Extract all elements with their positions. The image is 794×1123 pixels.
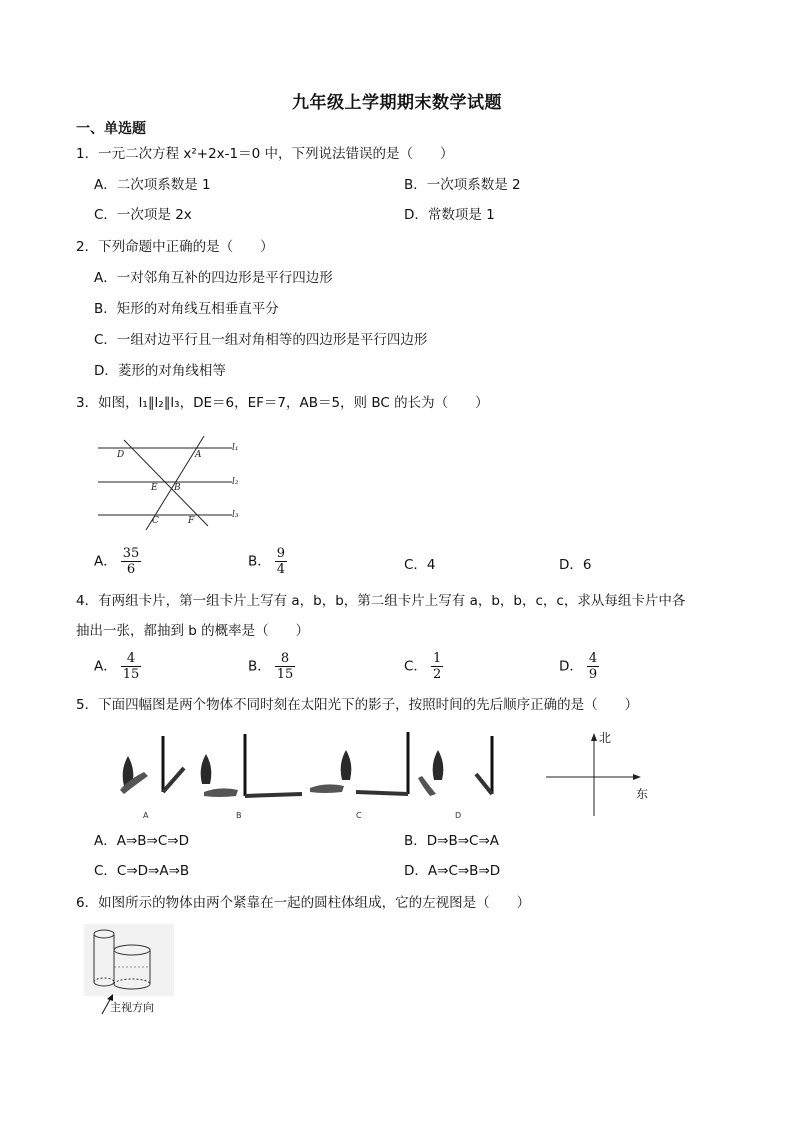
q3-stem: 3．如图，l₁∥l₂∥l₃，DE＝6，EF＝7，AB＝5，则 BC 的长为（ ） xyxy=(76,395,489,411)
fraction-denominator: 9 xyxy=(588,667,598,682)
east-arrow-icon xyxy=(633,774,641,780)
tree-shadow xyxy=(310,784,344,793)
label-d: D xyxy=(117,450,125,460)
q4-option-a-letter: A． xyxy=(94,658,117,675)
q3-option-b-fraction xyxy=(275,546,287,577)
north-label: 北 xyxy=(599,731,612,745)
label-l3: l₃ xyxy=(232,510,239,520)
q2-option-c: C．一组对边平行且一组对角相等的四边形是平行四边形 xyxy=(94,332,428,348)
panel-c xyxy=(310,732,408,820)
pole-shadow xyxy=(245,794,302,796)
q5-option-d: D．A⇒C⇒B⇒D xyxy=(404,863,501,879)
q4-option-d xyxy=(559,651,599,682)
tree-shadow xyxy=(204,788,238,797)
q5-option-b: B．D⇒B⇒C⇒A xyxy=(404,833,500,849)
caption-d: D xyxy=(455,811,462,820)
q3-option-a xyxy=(94,546,141,577)
fraction-denominator: 6 xyxy=(121,561,142,577)
east-label: 东 xyxy=(636,787,649,801)
panel-b xyxy=(201,734,302,820)
q4-option-c-letter: C． xyxy=(404,658,427,675)
tree-icon xyxy=(201,754,212,784)
q3-option-b-letter: B． xyxy=(248,553,271,570)
pole-shadow xyxy=(163,768,184,792)
fraction-numerator: 1 xyxy=(432,651,442,666)
fraction-denominator: 15 xyxy=(276,667,294,682)
parallel-lines-figure xyxy=(94,430,244,530)
q4-option-a xyxy=(94,651,141,682)
q2-option-d: D．菱形的对角线相等 xyxy=(94,363,226,379)
label-l2: l₂ xyxy=(232,477,239,487)
fraction-denominator: 15 xyxy=(122,667,140,682)
label-f: F xyxy=(188,516,195,526)
label-c: C xyxy=(152,516,159,526)
q2-option-b: B．矩形的对角线互相垂直平分 xyxy=(94,301,279,317)
q3-option-b xyxy=(248,546,287,577)
q6-stem: 6．如图所示的物体由两个紧靠在一起的圆柱体组成，它的左视图是（ ） xyxy=(76,895,531,911)
caption-b: B xyxy=(236,811,242,820)
q5-option-c: C．C⇒D⇒A⇒B xyxy=(94,863,190,879)
fraction-numerator: 8 xyxy=(280,651,290,666)
view-direction-label: 主视方向 xyxy=(110,1001,154,1014)
fraction-numerator: 4 xyxy=(588,651,598,666)
caption-a: A xyxy=(143,811,149,820)
north-arrow-icon xyxy=(591,733,597,741)
q4-option-d-letter: D． xyxy=(559,658,583,675)
pole-shadow xyxy=(356,792,408,794)
q3-option-a-fraction xyxy=(121,546,142,577)
q4-option-a-fraction xyxy=(121,651,142,682)
label-a: A xyxy=(195,450,202,460)
shadow-sequence-figure xyxy=(110,728,500,823)
label-e: E xyxy=(151,483,158,493)
q5-stem: 5．下面四幅图是两个物体不同时刻在太阳光下的影子，按照时间的先后顺序正确的是（ ） xyxy=(76,697,639,713)
caption-c: C xyxy=(356,811,362,820)
q2-option-a: A．一对邻角互补的四边形是平行四边形 xyxy=(94,270,333,286)
panel-a xyxy=(120,736,184,820)
tree-icon xyxy=(433,750,444,780)
fraction-numerator: 9 xyxy=(276,546,286,561)
q4-option-b xyxy=(248,651,295,682)
panel-d xyxy=(418,736,492,820)
q2-stem: 2．下列命题中正确的是（ ） xyxy=(76,239,274,255)
q4-option-b-fraction xyxy=(275,651,296,682)
fraction-denominator: 2 xyxy=(432,667,442,682)
tree-shadow xyxy=(418,776,436,796)
q3-option-d: D．6 xyxy=(559,557,592,573)
label-l1: l₁ xyxy=(232,443,239,453)
q1-option-d: D．常数项是 1 xyxy=(404,207,495,223)
q1-option-b: B．一次项系数是 2 xyxy=(404,177,521,193)
fraction-denominator: 4 xyxy=(276,562,286,577)
q4-stem-line2: 抽出一张，都抽到 b 的概率是（ ） xyxy=(76,623,310,639)
tree-icon xyxy=(341,750,352,780)
label-b: B xyxy=(174,483,181,493)
section-heading: 一、单选题 xyxy=(76,121,146,137)
q4-stem-line1: 4．有两组卡片，第一组卡片上写有 a，b，b，第二组卡片上写有 a，b，b，c，c，求从每组卡片中各 xyxy=(76,593,686,609)
q4-option-c-fraction xyxy=(431,651,443,682)
q3-option-c: C．4 xyxy=(404,557,436,573)
compass-figure xyxy=(540,728,655,823)
q1-option-a: A．二次项系数是 1 xyxy=(94,177,211,193)
fraction-numerator: 35 xyxy=(122,546,140,561)
pole-shadow xyxy=(476,774,492,794)
q3-option-a-letter: A． xyxy=(94,553,117,570)
fraction-numerator: 4 xyxy=(126,651,136,666)
q4-option-b-letter: B． xyxy=(248,658,271,675)
q4-option-c xyxy=(404,651,443,682)
cylinders-figure xyxy=(84,924,174,1019)
q1-stem: 1．一元二次方程 x²+2x-1＝0 中，下列说法错误的是（ ） xyxy=(76,146,454,162)
page-title: 九年级上学期期末数学试题 xyxy=(292,93,502,113)
q5-option-a: A．A⇒B⇒C⇒D xyxy=(94,833,189,849)
q4-option-d-fraction xyxy=(587,651,599,682)
q1-option-c: C．一次项是 2x xyxy=(94,207,192,223)
